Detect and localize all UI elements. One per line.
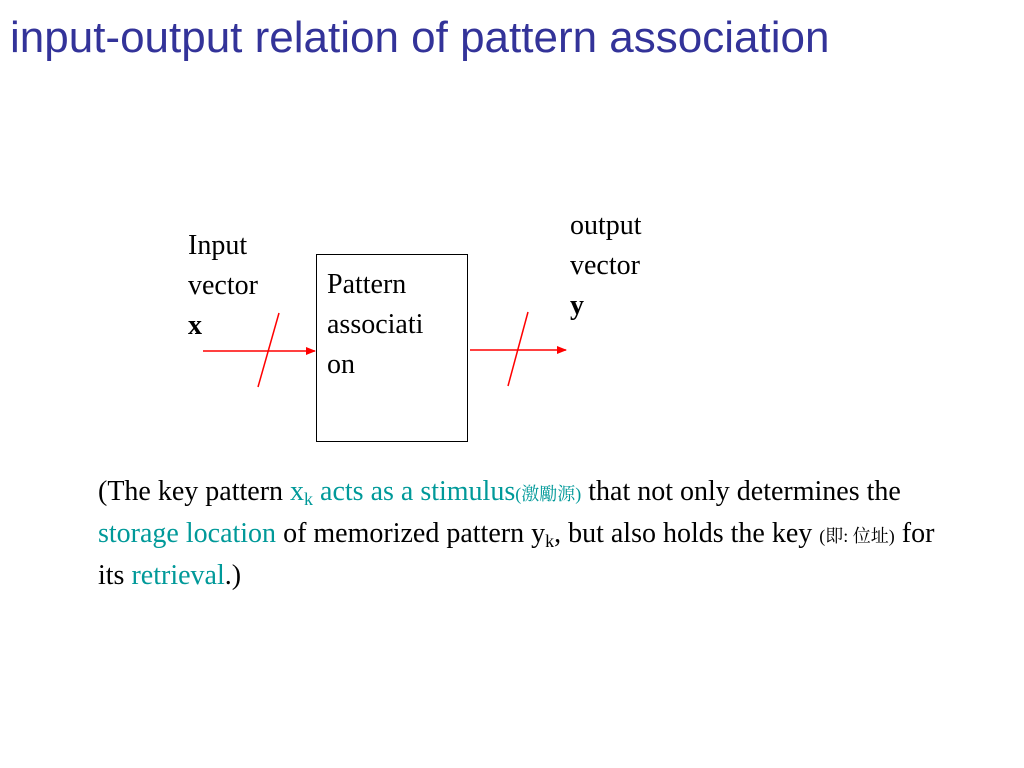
storage-location-text: storage location	[98, 518, 277, 549]
caption-text-1: (The key pattern	[98, 476, 291, 507]
box-line1: Pattern	[327, 269, 407, 300]
box-line3: on	[327, 349, 355, 380]
output-label-line2: vector	[570, 250, 640, 281]
output-vector-symbol: y	[570, 290, 584, 321]
box-line2: associati	[327, 309, 424, 340]
key-chinese: (即: 位址)	[819, 526, 895, 546]
caption-text-5: for its	[98, 518, 935, 591]
input-label-line1: Input	[188, 230, 248, 261]
caption-text-4: , but also holds the key	[554, 518, 820, 549]
caption-text-6: .)	[224, 560, 242, 591]
key-pattern-xk: $x_k$	[290, 476, 314, 509]
output-label-line1: output	[570, 210, 642, 241]
input-vector-symbol: x	[188, 310, 202, 341]
input-bus-slash	[258, 313, 279, 387]
output-bus-slash	[508, 312, 528, 386]
yk-subscript: k	[545, 531, 555, 551]
input-label-line2: vector	[188, 270, 258, 301]
caption-text-2: that not only determines the	[581, 476, 901, 507]
slide-title: input-output relation of pattern association	[10, 13, 830, 62]
retrieval-text: retrieval	[131, 560, 225, 591]
caption-paragraph	[98, 472, 958, 596]
stimulus-text: acts as a stimulus	[313, 476, 516, 507]
stimulus-chinese: (激勵源)	[515, 484, 582, 504]
caption-text-3: of memorized pattern y	[276, 518, 546, 549]
